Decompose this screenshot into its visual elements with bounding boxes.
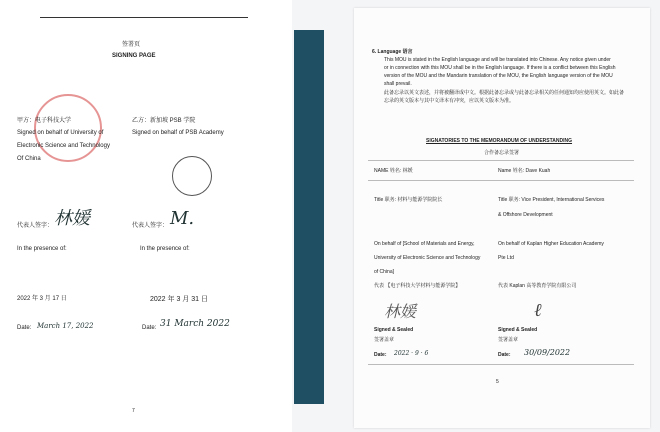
- representative-right: 代表 Kaplan 高等教育学院有限公司: [498, 283, 577, 289]
- signed-sealed-right: Signed & Sealed: [498, 327, 538, 333]
- date-handwritten-right: 31 March 2022: [160, 319, 230, 329]
- signature-left: 林媛: [54, 208, 90, 229]
- signatories-title-cn: 合作备忘录签署: [484, 150, 520, 156]
- signed-sealed-left: Signed & Sealed: [374, 327, 414, 333]
- right-document-page: [354, 8, 650, 428]
- title-right-line1: Title 职务: Vice President, International Services: [498, 197, 605, 203]
- party-a-en-line1: Signed on behalf of University of: [17, 130, 104, 136]
- clause-cn-line2: 忘录的英文版本与其中文译本有冲突，应以英文版本为准。: [384, 98, 515, 104]
- clause-en-line1: This MOU is stated in the English language and will be translated into Chinese. Any notice given under: [384, 57, 611, 63]
- presence-left: In the presence of:: [17, 246, 67, 252]
- date-label-left-rp: Date:: [374, 352, 387, 358]
- table-rule-bottom: [368, 364, 634, 365]
- clause-en-line2: or in connection with this MOU shall be in the English language. If there is a conflict between this English: [384, 65, 616, 71]
- date-handwritten-right-rp: 30/09/2022: [524, 348, 571, 357]
- signing-page-title-cn: 签署页: [122, 42, 141, 48]
- behalf-left-line3: of China]: [374, 269, 395, 275]
- clause-cn-line1: 此备忘录以英文表述，并将被翻译成中文。根据此备忘录或与此备忘录相关的任何通知均应使用英文。如此备: [384, 90, 625, 96]
- name-right: Name 姓名: Dave Kuah: [498, 168, 551, 174]
- page-number-right: 5: [496, 379, 499, 385]
- left-document-page: [0, 0, 292, 432]
- signatories-title: SIGNATORIES TO THE MEMORANDUM OF UNDERSTANDING: [426, 138, 573, 144]
- party-a-en-line2: Electronic Science and Technology: [17, 143, 110, 149]
- representative-left: 代表 【电子科技大学材料与能源学院】: [374, 283, 461, 289]
- date-handwritten-left: March 17, 2022: [37, 322, 94, 330]
- viewer-divider-bar: [294, 30, 324, 404]
- date-label-left: Date:: [17, 325, 32, 331]
- clause-heading: 6. Language 语言: [372, 49, 413, 55]
- top-rule: [40, 17, 248, 18]
- name-left: NAME 姓名: 林媛: [374, 168, 413, 174]
- behalf-right-line2: Pte Ltd: [498, 255, 514, 261]
- behalf-right-line1: On behalf of Kaplan Higher Education Academy: [498, 241, 604, 247]
- rep-signature-label-right: 代表人签字：: [132, 223, 169, 229]
- table-rule-top: [368, 160, 634, 161]
- page-number-left: 7: [132, 408, 135, 414]
- presence-right: In the presence of:: [140, 246, 190, 252]
- party-a-en-line3: Of China: [17, 156, 41, 162]
- behalf-left-line2: University of Electronic Science and Technology: [374, 255, 481, 261]
- table-rule-2: [368, 180, 634, 181]
- party-a-cn: 甲方：电子科技大学: [17, 118, 72, 124]
- title-right-line2: & Offshore Development: [498, 212, 553, 218]
- signature-right: M.: [170, 208, 195, 229]
- university-seal: [34, 94, 102, 162]
- signed-sealed-left-cn: 签署盖章: [374, 337, 395, 343]
- signing-page-title-en: SIGNING PAGE: [112, 53, 156, 59]
- signature-cn-right-page: 林媛: [384, 302, 417, 321]
- date-cn-left: 2022 年 3 月 17 日: [17, 296, 67, 302]
- clause-en-line3: version of the MOU and the Mandarin translation of the MOU, the English language version of the MOU: [384, 73, 613, 79]
- date-cn-right: 2022 年 3 月 31 日: [150, 296, 208, 303]
- signature-latin-right-page: ℓ: [534, 300, 542, 321]
- clause-en-line4: shall prevail.: [384, 81, 412, 87]
- signed-sealed-right-cn: 签署盖章: [498, 337, 519, 343]
- date-label-right: Date:: [142, 325, 157, 331]
- academy-stamp: [172, 156, 212, 196]
- date-handwritten-left-rp: 2022 · 9 · 6: [394, 350, 429, 357]
- date-label-right-rp: Date:: [498, 352, 511, 358]
- party-b-cn: 乙方：新加坡 PSB 学院: [132, 118, 196, 124]
- title-left: Title 职务: 材料与能源学院院长: [374, 197, 443, 203]
- rep-signature-label-left: 代表人签字：: [17, 223, 54, 229]
- party-b-en: Signed on behalf of PSB Academy: [132, 130, 224, 136]
- behalf-left-line1: On behalf of [School of Materials and Energy,: [374, 241, 475, 247]
